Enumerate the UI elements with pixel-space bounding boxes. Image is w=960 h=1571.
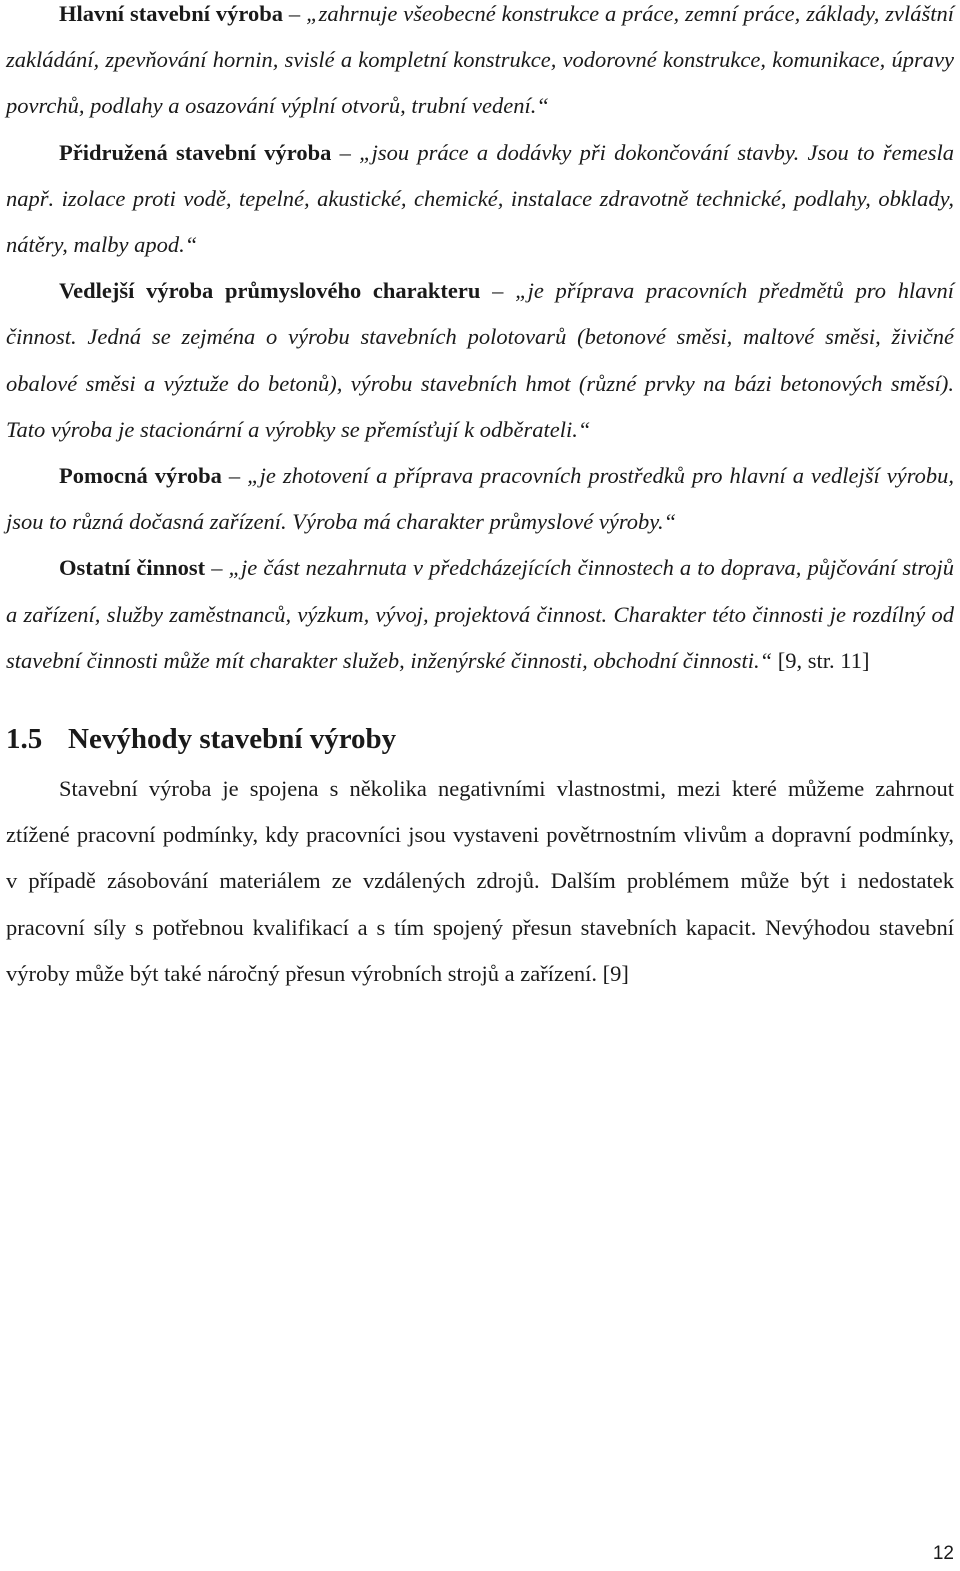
dash: –: [221, 463, 248, 489]
dash: –: [480, 278, 516, 304]
definition-associated-production: „jsou práce a dodávky při dokončování stavby. Jsou to řemesla např. izolace proti vodě, tepelné, akustické, chemické, instalace zdravotně technické, podlahy, obklady, nátěry, malby apod.“: [6, 139, 954, 258]
definition-main-production: „zahrnuje všeobecné konstrukce a práce, zemní práce, základy, zvláštní zakládání, zpevňování hornin, svislé a kompletní konstrukce, vodorovné konstrukce, komunikace, úpravy povrchů, podlahy a osazování výplní otvorů, trubní vedení.“: [6, 1, 955, 119]
section-body-paragraph: Stavební výroba je spojena s několika negativními vlastnostmi, mezi které můžeme zahrnout ztížené pracovní podmínky, kdy pracovníci jsou vystaveni povětrnostním vlivům a dopravní podmínky, v případě zásobování materiálem ze vzdálených zdrojů. Dalším problémem může být i nedostatek pracovní síly s potřebnou kvalifikací a s tím spojený přesun stavebních kapacit. Nevýhodou stavební výroby může být také náročný přesun výrobních strojů a zařízení. [9]: [6, 776, 954, 986]
term-secondary-industrial-production: Vedlejší výroba průmyslového charakteru: [59, 278, 481, 304]
dash: –: [331, 139, 360, 165]
dash: –: [282, 1, 307, 26]
term-main-production: Hlavní stavební výroba: [59, 1, 283, 26]
definition-other-activity: „je část nezahrnuta v předcházejících činnostech a to doprava, půjčování strojů a zařízení, služby zaměstnanců, výzkum, vývoj, projektová činnost. Charakter této činnosti je rozdílný od stavební činnosti může mít charakter služeb, inženýrské činnosti, obchodní činnosti.“: [6, 555, 954, 673]
section-title: Nevýhody stavební výroby: [68, 723, 397, 756]
definition-auxiliary-production: „je zhotovení a příprava pracovních prostředků pro hlavní a vedlejší výrobu, jsou to různá dočasná zařízení. Výroba má charakter průmyslové výroby.“: [6, 463, 954, 535]
term-associated-production: Přidružená stavební výroba: [59, 139, 332, 165]
paragraph-secondary-industrial-production: [6, 268, 954, 453]
definition-secondary-industrial-production: „je příprava pracovních předmětů pro hlavní činnost. Jedná se zejména o výrobu stavebních polotovarů (betonové směsi, maltové směsi, živičné obalové směsi a výztuže do betonů), výrobu stavebních hmot (různé prvky na bázi betonových směsí). Tato výroba je stacionární a výrobky se přemísťují k odběrateli.“: [6, 278, 955, 442]
paragraph-associated-production: [6, 130, 954, 269]
document-page: [6, 0, 954, 997]
paragraph-other-activity: [6, 545, 954, 684]
term-auxiliary-production: Pomocná výroba: [59, 463, 222, 489]
section-number: 1.5: [6, 723, 43, 756]
dash: –: [205, 555, 229, 581]
paragraph-main-production: [6, 0, 954, 130]
citation: [9, str. 11]: [772, 647, 870, 673]
term-other-activity: Ostatní činnost: [59, 555, 206, 581]
section-heading: [6, 712, 954, 766]
paragraph-auxiliary-production: [6, 453, 954, 545]
page-number: 12: [932, 1543, 954, 1564]
